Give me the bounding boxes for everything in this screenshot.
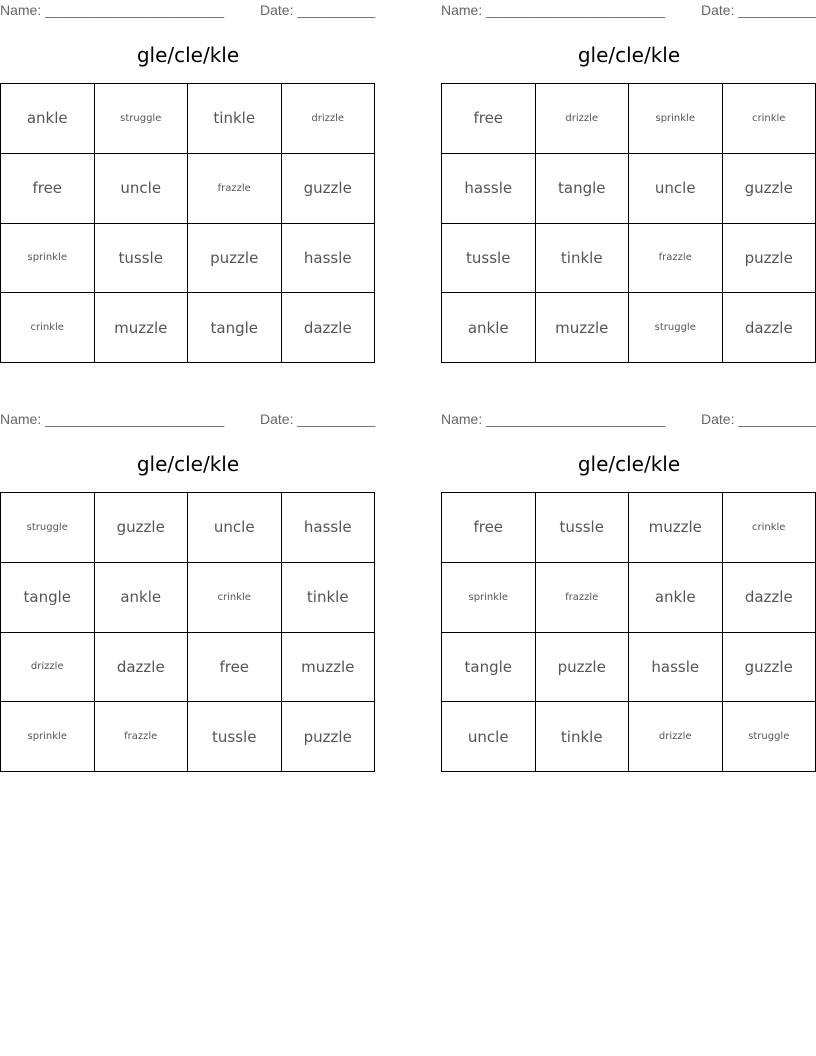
- bingo-cell[interactable]: tangle: [1, 563, 95, 633]
- bingo-cell[interactable]: sprinkle: [629, 84, 723, 154]
- bingo-cell[interactable]: drizzle: [282, 84, 376, 154]
- bingo-card-2: [441, 0, 816, 380]
- bingo-cell[interactable]: frazzle: [536, 563, 630, 633]
- name-field[interactable]: Name: _______________________: [441, 2, 666, 18]
- bingo-cell[interactable]: drizzle: [536, 84, 630, 154]
- bingo-cell[interactable]: frazzle: [95, 702, 189, 772]
- bingo-cell[interactable]: uncle: [95, 154, 189, 224]
- card-title: gle/cle/kle: [577, 452, 681, 476]
- bingo-cell[interactable]: frazzle: [188, 154, 282, 224]
- bingo-cell[interactable]: tinkle: [536, 224, 630, 294]
- bingo-cell[interactable]: struggle: [1, 493, 95, 563]
- bingo-cell[interactable]: struggle: [95, 84, 189, 154]
- bingo-cell[interactable]: muzzle: [536, 293, 630, 363]
- date-field[interactable]: Date: __________: [260, 2, 376, 18]
- bingo-cell[interactable]: crinkle: [723, 84, 816, 154]
- bingo-cell[interactable]: struggle: [629, 293, 723, 363]
- bingo-cell[interactable]: free: [188, 633, 282, 703]
- bingo-cell[interactable]: crinkle: [723, 493, 816, 563]
- bingo-grid: [441, 492, 816, 772]
- card-title: gle/cle/kle: [136, 43, 240, 67]
- bingo-cell[interactable]: dazzle: [723, 293, 816, 363]
- bingo-cell[interactable]: tinkle: [282, 563, 376, 633]
- bingo-cell[interactable]: frazzle: [629, 224, 723, 294]
- bingo-cell[interactable]: free: [442, 84, 536, 154]
- bingo-cell[interactable]: tinkle: [188, 84, 282, 154]
- bingo-card-1: [0, 0, 376, 380]
- bingo-cell[interactable]: hassle: [629, 633, 723, 703]
- bingo-cell[interactable]: muzzle: [282, 633, 376, 703]
- bingo-cell[interactable]: free: [1, 154, 95, 224]
- bingo-cell[interactable]: struggle: [723, 702, 816, 772]
- bingo-cell[interactable]: puzzle: [188, 224, 282, 294]
- bingo-cell[interactable]: ankle: [629, 563, 723, 633]
- bingo-cell[interactable]: tussle: [442, 224, 536, 294]
- bingo-cell[interactable]: guzzle: [723, 154, 816, 224]
- bingo-cell[interactable]: sprinkle: [442, 563, 536, 633]
- bingo-cell[interactable]: dazzle: [723, 563, 816, 633]
- bingo-cell[interactable]: guzzle: [95, 493, 189, 563]
- date-field[interactable]: Date: __________: [701, 411, 816, 427]
- bingo-card-4: [441, 409, 816, 789]
- bingo-cell[interactable]: free: [442, 493, 536, 563]
- bingo-cell[interactable]: crinkle: [188, 563, 282, 633]
- bingo-cell[interactable]: tangle: [442, 633, 536, 703]
- bingo-cell[interactable]: tangle: [188, 293, 282, 363]
- bingo-cell[interactable]: uncle: [188, 493, 282, 563]
- bingo-cell[interactable]: dazzle: [95, 633, 189, 703]
- bingo-cell[interactable]: muzzle: [95, 293, 189, 363]
- bingo-cell[interactable]: puzzle: [536, 633, 630, 703]
- bingo-cell[interactable]: tangle: [536, 154, 630, 224]
- card-header: [441, 0, 816, 20]
- bingo-cell[interactable]: ankle: [1, 84, 95, 154]
- bingo-cell[interactable]: puzzle: [723, 224, 816, 294]
- bingo-cell[interactable]: puzzle: [282, 702, 376, 772]
- bingo-cell[interactable]: drizzle: [629, 702, 723, 772]
- bingo-cell[interactable]: hassle: [282, 493, 376, 563]
- bingo-cell[interactable]: sprinkle: [1, 224, 95, 294]
- bingo-grid: [441, 83, 816, 363]
- bingo-cell[interactable]: tinkle: [536, 702, 630, 772]
- date-field[interactable]: Date: __________: [701, 2, 816, 18]
- bingo-card-3: [0, 409, 376, 789]
- bingo-cell[interactable]: ankle: [442, 293, 536, 363]
- bingo-cell[interactable]: sprinkle: [1, 702, 95, 772]
- bingo-cell[interactable]: tussle: [95, 224, 189, 294]
- bingo-cell[interactable]: guzzle: [723, 633, 816, 703]
- bingo-grid: [0, 492, 375, 772]
- bingo-cell[interactable]: muzzle: [629, 493, 723, 563]
- name-field[interactable]: Name: _______________________: [0, 2, 225, 18]
- bingo-cell[interactable]: tussle: [536, 493, 630, 563]
- bingo-cell[interactable]: guzzle: [282, 154, 376, 224]
- bingo-grid: [0, 83, 375, 363]
- card-title: gle/cle/kle: [577, 43, 681, 67]
- bingo-cell[interactable]: crinkle: [1, 293, 95, 363]
- card-header: [441, 409, 816, 429]
- bingo-cell[interactable]: drizzle: [1, 633, 95, 703]
- name-field[interactable]: Name: _______________________: [0, 411, 225, 427]
- bingo-cell[interactable]: uncle: [442, 702, 536, 772]
- bingo-cell[interactable]: hassle: [282, 224, 376, 294]
- name-field[interactable]: Name: _______________________: [441, 411, 666, 427]
- card-title: gle/cle/kle: [136, 452, 240, 476]
- card-header: [0, 0, 376, 20]
- bingo-cell[interactable]: uncle: [629, 154, 723, 224]
- bingo-cell[interactable]: hassle: [442, 154, 536, 224]
- date-field[interactable]: Date: __________: [260, 411, 376, 427]
- bingo-cell[interactable]: dazzle: [282, 293, 376, 363]
- bingo-cell[interactable]: ankle: [95, 563, 189, 633]
- card-header: [0, 409, 376, 429]
- bingo-cell[interactable]: tussle: [188, 702, 282, 772]
